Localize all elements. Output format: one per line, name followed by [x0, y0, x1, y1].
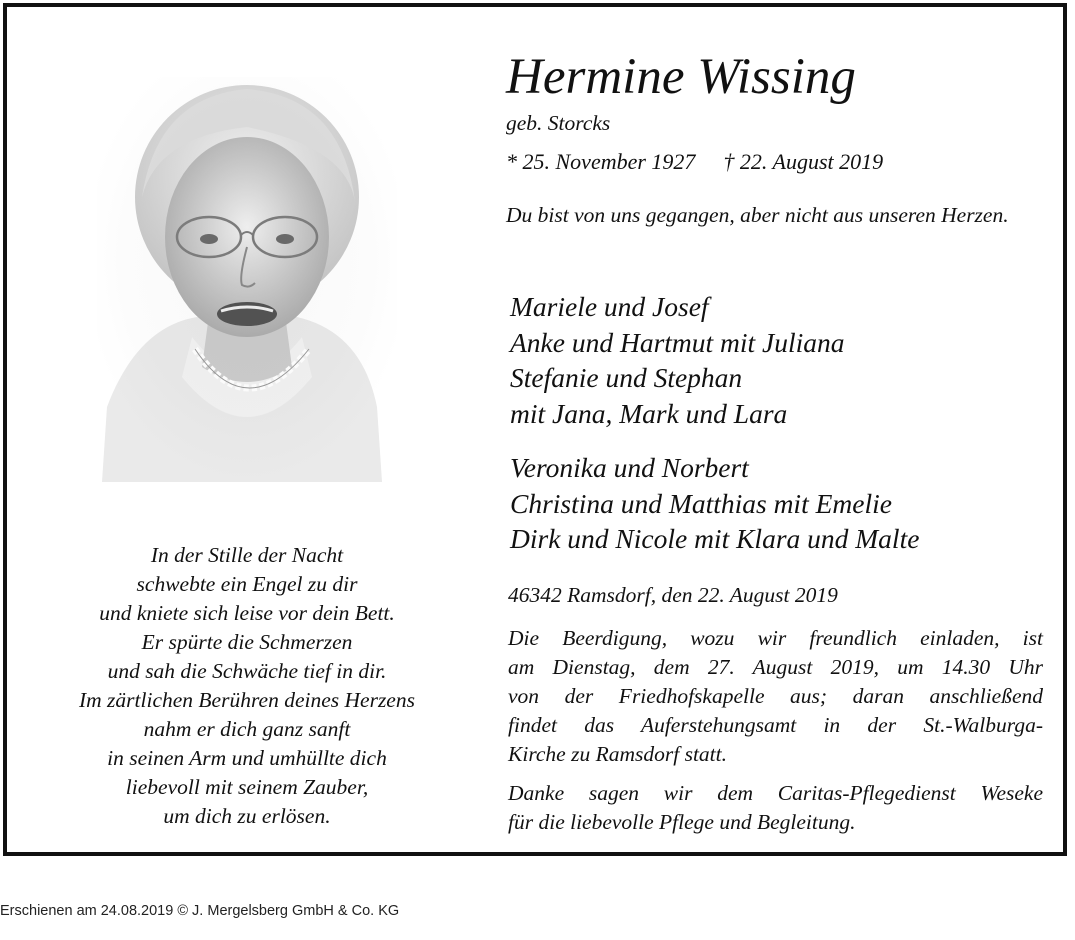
death-date: † 22. August 2019 [723, 149, 884, 174]
family-line: Veronika und Norbert [510, 452, 749, 483]
funeral-line: Kirche zu Ramsdorf statt. [508, 742, 727, 766]
poem-line: In der Stille der Nacht [150, 543, 344, 567]
family-line: Dirk und Nicole mit Klara und Malte [510, 523, 920, 554]
poem-line: schwebte ein Engel zu dir [136, 572, 358, 596]
family-group [510, 450, 919, 557]
deceased-name: Hermine Wissing [506, 49, 856, 105]
family-line: Christina und Matthias mit Emelie [510, 487, 892, 519]
thanks-line: Danke sagen wir dem Caritas-Pflegedienst Weseke [508, 781, 1043, 805]
poem-line: Im zärtlichen Berühren deines Herzens [79, 688, 415, 712]
poem-line: in seinen Arm und umhüllte dich [107, 746, 387, 770]
family-line: mit Jana, Mark und Lara [510, 397, 788, 429]
portrait-photo [97, 77, 397, 482]
poem-line: und kniete sich leise vor dein Bett. [99, 601, 395, 625]
maiden-name: geb. Storcks [506, 111, 611, 135]
family-group [510, 289, 845, 431]
place-and-date: 46342 Ramsdorf, den 22. August 2019 [508, 583, 838, 607]
poem-line: Er spürte die Schmerzen [141, 630, 353, 654]
family-line: Stefanie und Stephan [510, 362, 743, 393]
thanks-text [508, 779, 1043, 837]
memorial-quote: Du bist von uns gegangen, aber nicht aus unseren Herzen. [506, 203, 1009, 227]
funeral-line: findet das Auferstehungsamt in der St.-Walburga- [508, 713, 1043, 737]
thanks-line: für die liebevolle Pflege und Begleitung. [508, 810, 856, 834]
funeral-line: Die Beerdigung, wozu wir freundlich einladen, ist [508, 626, 1043, 650]
birth-date: * 25. November 1927 [506, 149, 696, 174]
poem [27, 541, 467, 831]
poem-line: liebevoll mit seinem Zauber, [125, 775, 369, 799]
poem-line: und sah die Schwäche tief in dir. [107, 659, 387, 683]
poem-line: nahm er dich ganz sanft [143, 717, 351, 741]
funeral-announcement [508, 624, 1043, 769]
poem-line: um dich zu erlösen. [163, 804, 331, 828]
publication-footer: Erschienen am 24.08.2019 © J. Mergelsberg GmbH & Co. KG [0, 903, 400, 919]
obituary-notice [3, 3, 1067, 856]
funeral-line: von der Friedhofskapelle aus; daran anschließend [508, 684, 1043, 708]
family-line: Mariele und Josef [510, 291, 709, 322]
family-line: Anke und Hartmut mit Juliana [510, 326, 845, 358]
funeral-line: am Dienstag, dem 27. August 2019, um 14.30 Uhr [508, 655, 1043, 679]
life-dates [506, 149, 883, 175]
